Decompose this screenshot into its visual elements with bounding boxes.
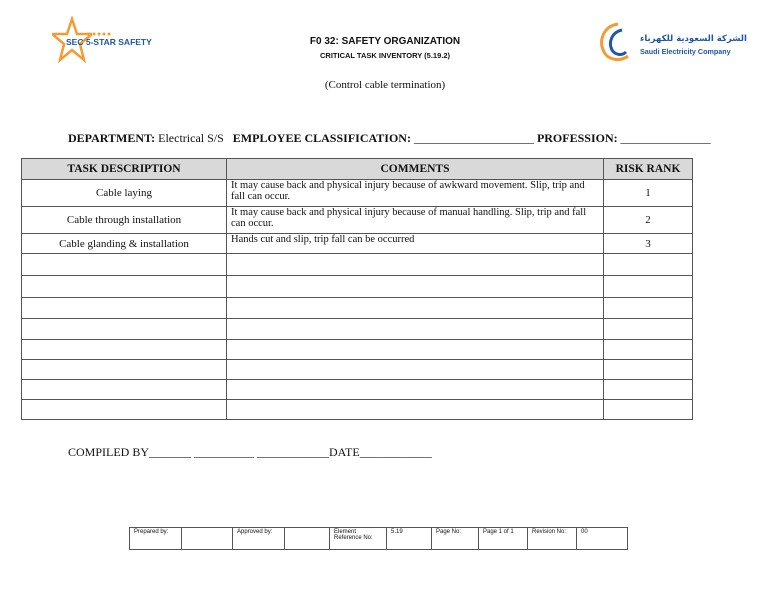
- col-comments: COMMENTS: [227, 159, 604, 180]
- comment-cell[interactable]: It may cause back and physical injury because of manual handling. Slip, trip and fall can occur.: [227, 207, 604, 234]
- comment-cell[interactable]: [227, 380, 604, 400]
- task-inventory-table: [21, 158, 693, 420]
- date-blank[interactable]: ____________: [359, 445, 432, 459]
- task-cell[interactable]: [22, 319, 227, 340]
- footer-row: [130, 528, 628, 550]
- rank-cell[interactable]: [604, 254, 693, 276]
- sec-swirl-icon: [596, 20, 636, 64]
- logo-right-english: Saudi Electricity Company: [640, 47, 731, 56]
- document-control-footer: [129, 527, 628, 550]
- page-no-label: Page No:: [432, 528, 479, 550]
- comment-cell[interactable]: [227, 276, 604, 298]
- saudi-electricity-company-logo: [596, 20, 747, 68]
- approved-by-value[interactable]: [285, 528, 330, 550]
- form-title: F0 32: SAFETY ORGANIZATION: [309, 36, 461, 47]
- task-cell[interactable]: [22, 400, 227, 420]
- department-label: DEPARTMENT:: [68, 131, 156, 145]
- table-row: [22, 380, 693, 400]
- compiled-by-blank[interactable]: _______ __________ ____________: [149, 445, 330, 459]
- table-row: [22, 180, 693, 207]
- rank-cell[interactable]: [604, 319, 693, 340]
- rank-cell[interactable]: 2: [604, 207, 693, 234]
- comment-cell[interactable]: [227, 298, 604, 319]
- table-row: [22, 340, 693, 360]
- task-cell[interactable]: [22, 254, 227, 276]
- task-cell[interactable]: [22, 380, 227, 400]
- form-subtitle: CRITICAL TASK INVENTORY (5.19.2): [319, 51, 451, 60]
- col-risk-rank: RISK RANK: [604, 159, 693, 180]
- rank-cell[interactable]: [604, 298, 693, 319]
- revision-no-value: 00: [577, 528, 628, 550]
- rank-cell[interactable]: 1: [604, 180, 693, 207]
- approved-by-label: Approved by:: [233, 528, 285, 550]
- date-label: DATE: [329, 445, 360, 459]
- prepared-by-value[interactable]: [182, 528, 233, 550]
- revision-no-label: Revision No:: [528, 528, 577, 550]
- element-reference-label: Element Reference No:: [330, 528, 387, 550]
- table-row: [22, 234, 693, 254]
- logo-right-arabic: الشركة السعودية للكهرباء: [640, 34, 747, 44]
- task-cell[interactable]: [22, 298, 227, 319]
- page-no-value: Page 1 of 1: [479, 528, 528, 550]
- task-cell[interactable]: [22, 340, 227, 360]
- rank-cell[interactable]: [604, 400, 693, 420]
- profession-blank[interactable]: _______________: [620, 131, 711, 145]
- task-cell[interactable]: [22, 360, 227, 380]
- comment-cell[interactable]: It may cause back and physical injury because of awkward movement. Slip, trip and fall can occur.: [227, 180, 604, 207]
- rank-cell[interactable]: [604, 360, 693, 380]
- classification-blank[interactable]: ____________________: [413, 131, 534, 145]
- logo-left-text: SEC 5-STAR SAFETY: [66, 37, 152, 47]
- task-cell[interactable]: Cable glanding & installation: [22, 234, 227, 254]
- table-row: [22, 360, 693, 380]
- classification-label: EMPLOYEE CLASSIFICATION:: [232, 131, 411, 145]
- table-row: [22, 207, 693, 234]
- comment-cell[interactable]: Hands cut and slip, trip fall can be occurred: [227, 234, 604, 254]
- form-scope: (Control cable termination): [324, 79, 446, 91]
- table-row: [22, 298, 693, 319]
- table-row: [22, 319, 693, 340]
- rank-cell[interactable]: 3: [604, 234, 693, 254]
- task-cell[interactable]: Cable through installation: [22, 207, 227, 234]
- rank-cell[interactable]: [604, 380, 693, 400]
- task-cell[interactable]: [22, 276, 227, 298]
- table-row: [22, 400, 693, 420]
- element-reference-value: 5.19: [387, 528, 432, 550]
- comment-cell[interactable]: [227, 360, 604, 380]
- comment-cell[interactable]: [227, 319, 604, 340]
- task-cell[interactable]: Cable laying: [22, 180, 227, 207]
- col-task-description: TASK DESCRIPTION: [22, 159, 227, 180]
- prepared-by-label: Prepared by:: [130, 528, 182, 550]
- rank-cell[interactable]: [604, 340, 693, 360]
- comment-cell[interactable]: [227, 340, 604, 360]
- comment-cell[interactable]: [227, 254, 604, 276]
- compiled-line: [68, 445, 432, 460]
- rank-cell[interactable]: [604, 276, 693, 298]
- info-line: [68, 131, 711, 146]
- table-row: [22, 254, 693, 276]
- sec-5-star-safety-logo: [52, 16, 152, 68]
- department-value: Electrical S/S: [158, 131, 224, 145]
- table-header-row: [22, 159, 693, 180]
- compiled-by-label: COMPILED BY: [68, 445, 150, 459]
- comment-cell[interactable]: [227, 400, 604, 420]
- profession-label: PROFESSION:: [536, 131, 618, 145]
- table-row: [22, 276, 693, 298]
